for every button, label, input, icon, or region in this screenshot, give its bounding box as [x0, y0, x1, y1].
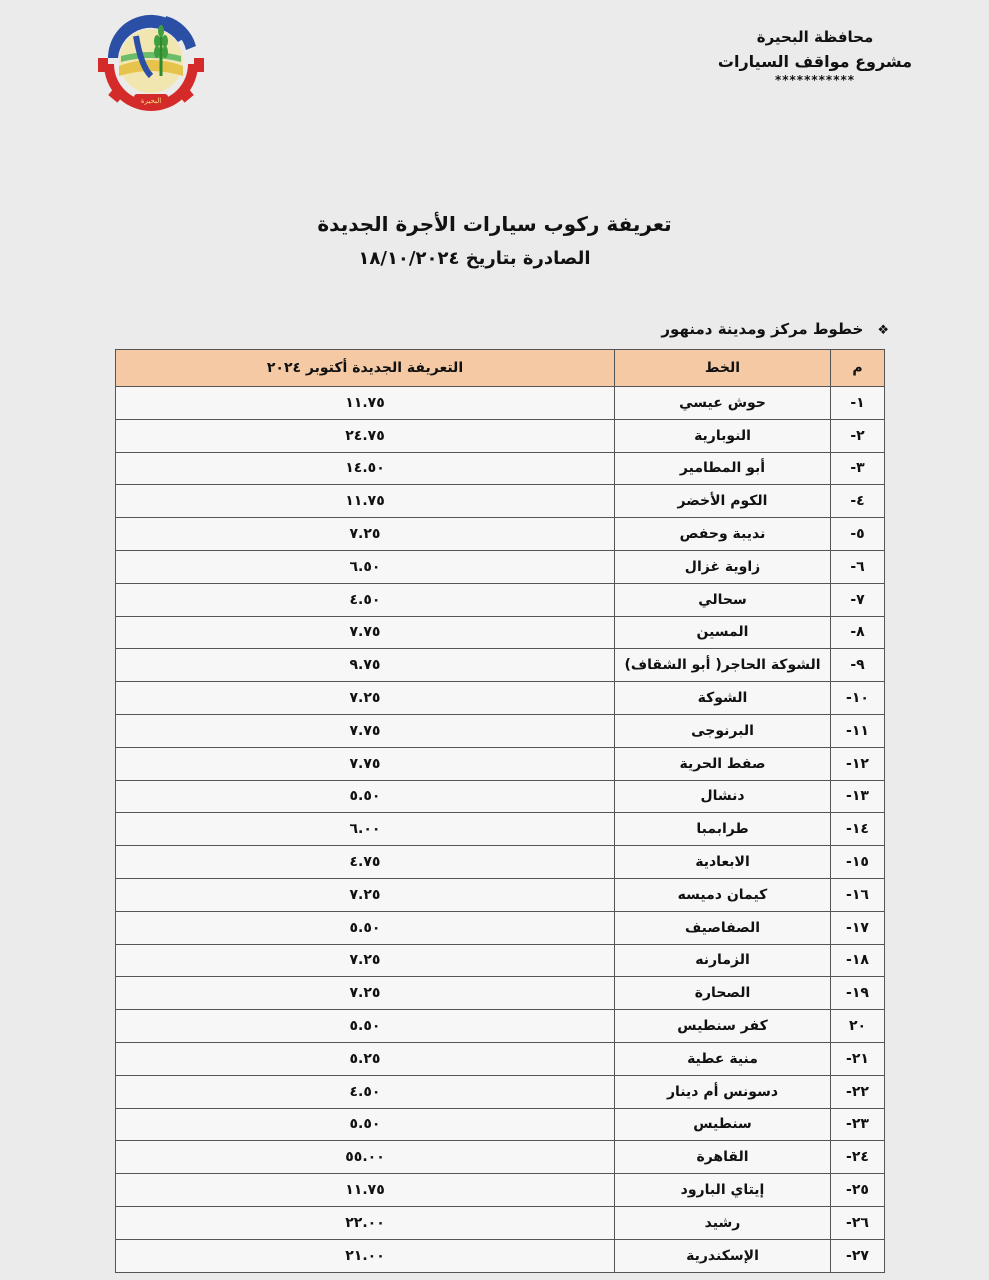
row-number: ٢٧-: [831, 1239, 885, 1272]
row-line-name: الزمارنه: [615, 944, 831, 977]
row-number: ٢٤-: [831, 1141, 885, 1174]
table-row: [116, 846, 885, 879]
row-line-name: الكوم الأخضر: [615, 485, 831, 518]
row-number: ٨-: [831, 616, 885, 649]
row-number: ٢٠: [831, 1010, 885, 1043]
row-fare: ٤.٥٠: [116, 583, 615, 616]
row-line-name: صفط الحرية: [615, 747, 831, 780]
row-line-name: كفر سنطيس: [615, 1010, 831, 1043]
row-fare: ٩.٧٥: [116, 649, 615, 682]
row-line-name: نديبة وحفص: [615, 518, 831, 551]
row-line-name: الابعادية: [615, 846, 831, 879]
row-line-name: الصحارة: [615, 977, 831, 1010]
row-fare: ٦.٥٠: [116, 550, 615, 583]
row-line-name: منية عطية: [615, 1042, 831, 1075]
row-fare: ٧.٢٥: [116, 944, 615, 977]
row-number: ٣-: [831, 452, 885, 485]
diamond-bullet-icon: ❖: [877, 323, 889, 338]
row-fare: ٢٤.٧٥: [116, 419, 615, 452]
row-line-name: الإسكندرية: [615, 1239, 831, 1272]
governorate-logo: [96, 6, 206, 114]
header-line: الخط: [615, 350, 831, 387]
row-line-name: دنشال: [615, 780, 831, 813]
header-num: م: [831, 350, 885, 387]
table-row: [116, 977, 885, 1010]
row-number: ٩-: [831, 649, 885, 682]
row-line-name: القاهرة: [615, 1141, 831, 1174]
row-number: ٢-: [831, 419, 885, 452]
table-row: [116, 583, 885, 616]
row-fare: ١١.٧٥: [116, 387, 615, 420]
table-row: [116, 452, 885, 485]
logo-text: البحيرة: [140, 97, 162, 105]
row-fare: ٧.٧٥: [116, 747, 615, 780]
row-line-name: البرنوجى: [615, 714, 831, 747]
table-row: [116, 1206, 885, 1239]
row-number: ١٠-: [831, 682, 885, 715]
table-row: [116, 485, 885, 518]
table-row: [116, 1075, 885, 1108]
row-fare: ١٤.٥٠: [116, 452, 615, 485]
document-title: تعريفة ركوب سيارات الأجرة الجديدة: [317, 212, 672, 236]
row-fare: ٧.٢٥: [116, 977, 615, 1010]
row-line-name: سحالي: [615, 583, 831, 616]
table-row: [116, 1108, 885, 1141]
table-row: [116, 747, 885, 780]
row-line-name: دسونس أم دينار: [615, 1075, 831, 1108]
table-row: [116, 1042, 885, 1075]
table-row: [116, 911, 885, 944]
row-line-name: إيتاي البارود: [615, 1174, 831, 1207]
table-row: [116, 944, 885, 977]
row-number: ١٨-: [831, 944, 885, 977]
row-fare: ٤.٧٥: [116, 846, 615, 879]
table-row: [116, 387, 885, 420]
row-fare: ٥.٥٠: [116, 780, 615, 813]
row-line-name: حوش عيسي: [615, 387, 831, 420]
row-fare: ١١.٧٥: [116, 485, 615, 518]
row-line-name: النوبارية: [615, 419, 831, 452]
row-fare: ٧.٧٥: [116, 616, 615, 649]
table-row: [116, 1174, 885, 1207]
row-number: ١١-: [831, 714, 885, 747]
row-fare: ٧.٢٥: [116, 518, 615, 551]
table-row: [116, 780, 885, 813]
row-fare: ٢١.٠٠: [116, 1239, 615, 1272]
row-number: ١٣-: [831, 780, 885, 813]
governorate-name: محافظة البحيرة: [756, 28, 874, 46]
table-row: [116, 616, 885, 649]
project-name: مشروع مواقف السيارات: [717, 52, 913, 71]
row-line-name: المسين: [615, 616, 831, 649]
table-row: [116, 1141, 885, 1174]
row-number: ١٦-: [831, 878, 885, 911]
row-number: ٦-: [831, 550, 885, 583]
table-row: [116, 550, 885, 583]
row-line-name: زاوية غزال: [615, 550, 831, 583]
document-subtitle-date: الصادرة بتاريخ ١٨/١٠/٢٠٢٤: [358, 248, 591, 269]
table-row: [116, 682, 885, 715]
row-number: ٥-: [831, 518, 885, 551]
row-fare: ٦.٠٠: [116, 813, 615, 846]
row-number: ٢٣-: [831, 1108, 885, 1141]
row-number: ١٢-: [831, 747, 885, 780]
table-row: [116, 714, 885, 747]
row-number: ٢٦-: [831, 1206, 885, 1239]
row-number: ١-: [831, 387, 885, 420]
row-fare: ٧.٢٥: [116, 682, 615, 715]
row-line-name: أبو المطامير: [615, 452, 831, 485]
row-line-name: كيمان دميسه: [615, 878, 831, 911]
table-row: [116, 419, 885, 452]
row-number: ١٥-: [831, 846, 885, 879]
header-fare: التعريفة الجديدة أكتوبر ٢٠٢٤: [116, 350, 615, 387]
row-number: ١٤-: [831, 813, 885, 846]
table-header-row: [116, 350, 885, 387]
row-number: ٢٥-: [831, 1174, 885, 1207]
row-fare: ٧.٢٥: [116, 878, 615, 911]
section-heading: [661, 320, 889, 338]
row-fare: ٥.٥٠: [116, 1010, 615, 1043]
row-line-name: سنطيس: [615, 1108, 831, 1141]
section-label: خطوط مركز ومدينة دمنهور: [661, 320, 864, 338]
table-row: [116, 1239, 885, 1272]
row-line-name: الشوكة الحاجر( أبو الشقاف): [615, 649, 831, 682]
row-fare: ٢٢.٠٠: [116, 1206, 615, 1239]
table-row: [116, 1010, 885, 1043]
table-row: [116, 649, 885, 682]
header-stars: ***********: [774, 73, 856, 87]
document-header: [695, 28, 935, 87]
row-line-name: الشوكة: [615, 682, 831, 715]
row-fare: ٥٥.٠٠: [116, 1141, 615, 1174]
row-number: ٢٢-: [831, 1075, 885, 1108]
row-number: ٧-: [831, 583, 885, 616]
row-number: ٢١-: [831, 1042, 885, 1075]
row-fare: ٤.٥٠: [116, 1075, 615, 1108]
table-row: [116, 878, 885, 911]
table-row: [116, 518, 885, 551]
row-fare: ٧.٧٥: [116, 714, 615, 747]
row-fare: ١١.٧٥: [116, 1174, 615, 1207]
row-number: ٤-: [831, 485, 885, 518]
table-row: [116, 813, 885, 846]
row-line-name: طرابمبا: [615, 813, 831, 846]
row-line-name: الصفاصيف: [615, 911, 831, 944]
row-fare: ٥.٥٠: [116, 1108, 615, 1141]
row-line-name: رشيد: [615, 1206, 831, 1239]
row-fare: ٥.٥٠: [116, 911, 615, 944]
row-fare: ٥.٢٥: [116, 1042, 615, 1075]
fares-table: [115, 349, 885, 1273]
row-number: ١٧-: [831, 911, 885, 944]
row-number: ١٩-: [831, 977, 885, 1010]
